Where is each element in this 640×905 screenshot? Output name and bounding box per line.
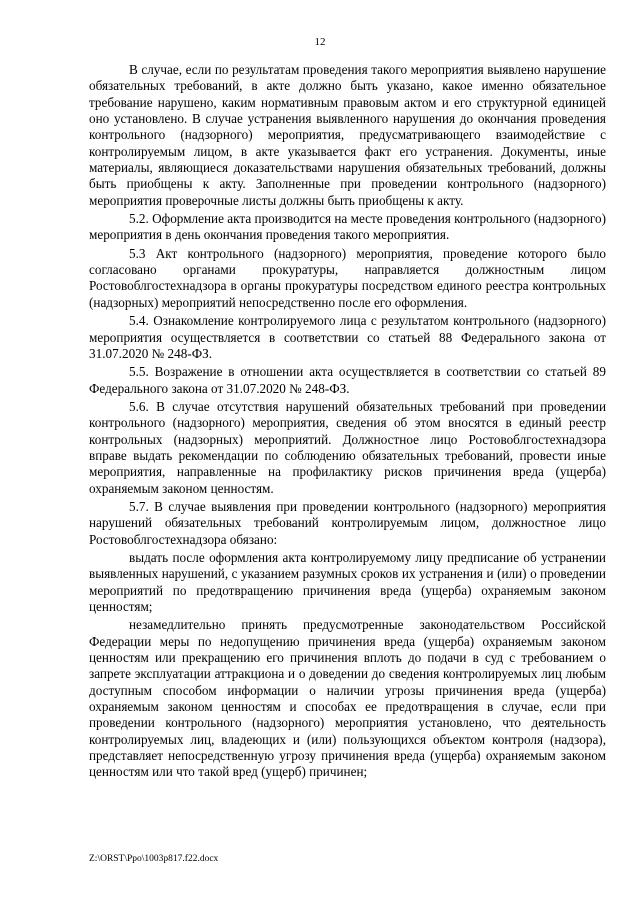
paragraph-5-2: 5.2. Оформление акта производится на месте проведения контрольного (надзорного) мероприятия в день окончания проведения такого мероприятия. — [89, 211, 606, 243]
paragraph-5-7: 5.7. В случае выявления при проведении контрольного (надзорного) мероприятия нарушений обязательных требований контролируемым лицом, должностное лицо Ростовоблгостехнадзора обязано: — [89, 498, 606, 547]
footer-file-path: Z:\ORST\Ppo\1003p817.f22.docx — [89, 854, 219, 864]
page-number: 12 — [314, 36, 326, 48]
paragraph-issue-order: выдать после оформления акта контролируемому лицу предписание об устранении выявленных нарушений, с указанием разумных сроков их устранения и (или) о проведении мероприятий по предотвращению причинения вреда (ущерба) охраняемым законом ценностям; — [89, 549, 606, 614]
paragraph-immediate-measures: незамедлительно принять предусмотренные законодательством Российской Федерации меры по недопущению причинения вреда (ущерба) охраняемым законом ценностям или прекращению его причинения вплоть до подачи в суд с требованием о запрете эксплуатации аттракциона и о доведении до сведения контролируемых лиц любым доступным способом информации о наличии угрозы причинения вреда (ущерба) охраняемым законом ценностям и способах ее предотвращения в случае, если при проведении контрольного (надзорного) мероприятия установлено, что деятельность контролируемых лиц, владеющих и (или) пользующихся объектом контроля (надзора), представляет непосредственную угрозу причинения вреда (ущерба) охраняемым законом ценностям или что такой вред (ущерб) причинен; — [89, 617, 606, 780]
paragraph-5-6: 5.6. В случае отсутствия нарушений обязательных требований при проведении контрольного (надзорного) мероприятия, сведения об этом вносятся в единый реестр контрольных (надзорных) мероприятий. Должностное лицо Ростовоблгостехнадзора вправе выдать рекомендации по соблюдению обязательных требований, провести иные мероприятия, направленные на профилактику рисков причинения вреда (ущерба) охраняемым законом ценностям. — [89, 398, 606, 496]
paragraph-violation-details: В случае, если по результатам проведения такого мероприятия выявлено нарушение обязательных требований, в акте должно быть указано, какое именно обязательное требование нарушено, каким нормативным правовым актом и его структурной единицей оно установлено. В случае устранения выявленного нарушения до окончания проведения контрольного (надзорного) мероприятия, предусматривающего взаимодействие с контролируемым лицом, в акте указывается факт его устранения. Документы, иные материалы, являющиеся доказательствами нарушения обязательных требований, должны быть приобщены к акту. Заполненные при проведении контрольного (надзорного) мероприятия проверочные листы должны быть приобщены к акту. — [89, 62, 606, 208]
paragraph-5-5: 5.5. Возражение в отношении акта осуществляется в соответствии со статьей 89 Федерального закона от 31.07.2020 № 248-ФЗ. — [89, 364, 606, 396]
document-body — [89, 62, 606, 783]
paragraph-5-4: 5.4. Ознакомление контролируемого лица с результатом контрольного (надзорного) мероприятия осуществляется в соответствии со статьей 88 Федерального закона от 31.07.2020 № 248-ФЗ. — [89, 313, 606, 361]
paragraph-5-3: 5.3 Акт контрольного (надзорного) мероприятия, проведение которого было согласовано органами прокуратуры, направляется должностным лицом Ростовоблгостехнадзора в органы прокуратуры посредством единого реестра контрольных (надзорных) мероприятий непосредственно после его оформления. — [89, 245, 606, 310]
